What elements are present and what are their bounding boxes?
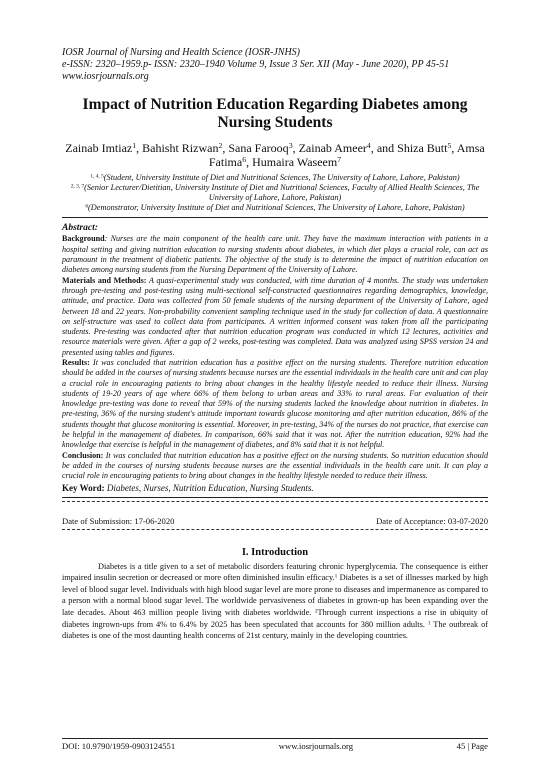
- abstract-heading: Abstract:: [62, 223, 98, 234]
- affiliation-item: [62, 203, 488, 213]
- author-name: Shiza Butt: [397, 140, 448, 155]
- author-name: Amsa Fatima: [208, 140, 485, 170]
- abstract-text: It was concluded that nutrition education has a positive effect on the nursing students. So nutrition education should be added in the courses of nursing students because nurses are the essential individuals in the health care unit. It can play a crucial role in encouraging patients to bring about changes in the healthy lifestyle needed to reduce their illness.: [62, 450, 488, 481]
- author-sup: 5: [447, 140, 452, 150]
- abstract-label: Results:: [62, 357, 90, 367]
- affiliation-text: (Senior Lecturer/Dietitian, University Institute of Diet and Nutritional Sciences, Faculty of Allied Health Sciences, The University of Lahore, Lahore, Pakistan): [84, 182, 480, 203]
- author-name: Zainab Ameer: [298, 140, 367, 155]
- journal-header: [62, 0, 488, 84]
- author-sup: 1: [132, 140, 137, 150]
- citation-sup: 1: [334, 573, 338, 580]
- affiliation-item: [62, 183, 488, 203]
- footer-page: 45 | Page: [456, 741, 488, 751]
- abstract-label: Materials and Methods:: [62, 275, 147, 285]
- introduction-paragraph: [62, 561, 488, 642]
- author-name: Sana Farooq: [228, 140, 289, 155]
- author-sep: ,: [451, 140, 457, 155]
- intro-text: Diabetes is a title given to a set of metabolic disorders featuring chronic hyperglycemia. The consequence is either impaired insulin secretion or decreased or more often diminished insulin efficacy.: [62, 561, 488, 583]
- abstract-conclusion: [62, 451, 488, 482]
- affiliation-text: (Student, University Institute of Diet and Nutritional Sciences, The University of Lahore, Lahore, Pakistan): [103, 172, 460, 182]
- author-sup: 4: [366, 140, 371, 150]
- dates-row: [62, 516, 488, 529]
- author-name: Zainab Imtiaz: [65, 140, 133, 155]
- intro-text: The outbreak of diabetes is one of the most daunting health concerns of 21st century, mainly in the developing countries.: [62, 619, 488, 641]
- keywords: [62, 483, 488, 494]
- abstract-label: Background: [62, 234, 105, 244]
- author-sup: 7: [337, 155, 342, 165]
- abstract-bottom-rule: [62, 497, 488, 498]
- abstract-text: : Nurses are the main component of the health care unit. They have the maximum interaction with patients in a hospital setting and giving nutrition education to nursing students about diabetes, in which diet plays a crucial role, can act as paramount in the treatment of diabetic patients. The objective of the study is to determine the impact of nutrition education on diabetes among nursing students from the Nursing Department of the University of Lahore.: [62, 234, 488, 275]
- author-list: [62, 141, 488, 170]
- footer-row: [62, 739, 488, 752]
- intro-text: Through current inspections a rise in ubiquity of diabetes ingrown-ups from 4% to 6.4% by 2025 has been speculated that accounts for 380 million adults.: [62, 607, 488, 629]
- author-sep: ,: [246, 155, 253, 170]
- keywords-label: Key Word:: [62, 482, 105, 493]
- footer-site[interactable]: www.iosrjournals.org: [278, 741, 354, 751]
- abstract-top-rule: [62, 217, 488, 218]
- submission-date: Date of Submission: 17-06-2020: [62, 515, 175, 526]
- author-sep: , and: [370, 140, 398, 155]
- affiliation-sup: 2, 3, 7: [70, 183, 85, 190]
- introduction-heading: I. Introduction: [241, 546, 309, 558]
- abstract-text: A quasi-experimental study was conducted, with time duration of 4 months. The study was undertaken through pre-testing and post-testing using multi-sectional self-constructed questionnaires regarding demographics, knowledge, attitude, and practice. Data was collected from 50 female students of the nursing department of the University of Lahore, aged between 18 and 22 years. Non-probability convenient sampling technique used in the study for collection of data. A questionnaire on self-structure was used to collect data from participants. A written informed consent was taken from all the participating students. Pre-testing was conducted after that nutrition education program was conducted in which 12 lectures, activities and resource materials were given. After a gap of 2 weeks, post-testing was completed. Data was analyzed using SPSS version 24 and presented using tables and figures.: [62, 275, 488, 357]
- abstract-results: [62, 358, 488, 451]
- author-name: Bahisht Rizwan: [142, 140, 219, 155]
- dashed-divider: [62, 529, 488, 530]
- paper-title: Impact of Nutrition Education Regarding Diabetes among Nursing Students: [82, 95, 468, 132]
- journal-issn: e-ISSN: 2320–1959.p- ISSN: 2320–1940 Volume 9, Issue 3 Ser. XII (May - June 2020), PP 45-51: [62, 59, 450, 71]
- abstract-text: It was concluded that nutrition education has a positive effect on the nursing students. Therefore nutrition education should be added in the courses of nursing students because nurses are the essential individuals in the health care unit and can play a crucial role in encouraging patients to bring about changes in the healthy lifestyle needed to reduce their illness. Nursing students of 19-20 years of age where 66% of them belong to urban areas and 33% to rural areas. For evaluation of their knowledge pre-testing was done to reveal that 59% of the nursing students lacked the knowledge about nutrition in diabetes. In pre-testing, 36% of the nursing student's attitude important towards glucose monitoring and after nutrition education, 86% of the students thought that glucose monitoring is essential. Moreover, in pre-testing, 34% of the nurses do not practice, that exercise can be helpful in the management of diabetes. In comparison, 66% said that it was not. After the nutrition education, 92% had the knowledge that exercise is helpful in the management of diabetes, and 8% said that it is not helpful.: [62, 357, 488, 450]
- journal-website[interactable]: www.iosrjournals.org: [62, 71, 149, 83]
- affiliation-item: [62, 173, 488, 183]
- affiliation-text: (Demonstrator, University Institute of Diet and Nutritional Sciences, The University of Lahore, Lahore, Pakistan): [88, 203, 465, 213]
- page-footer: [62, 738, 488, 752]
- abstract-methods: [62, 276, 488, 358]
- abstract-label: Conclusion:: [62, 450, 104, 460]
- footer-doi[interactable]: DOI: 10.9790/1959-0903124551: [62, 741, 176, 751]
- acceptance-date: Date of Acceptance: 03-07-2020: [376, 515, 488, 526]
- affiliation-sup: 1, 4, 5: [90, 172, 104, 179]
- dashed-divider: [62, 501, 488, 502]
- intro-text: Diabetes is a set of illnesses marked by high level of blood sugar level. Individuals with high blood sugar level are more prone to diseases and impermanence as compared to a person with a normal blood sugar level. The worldwide pervasiveness of diabetes in grown-up has been expanding over the late decades. About 463 million people living with diabetes worldwide.: [62, 573, 489, 617]
- citation-sup: 2: [314, 608, 318, 615]
- author-sup: 2: [218, 140, 223, 150]
- author-sep: ,: [292, 140, 299, 155]
- author-sep: ,: [136, 140, 143, 155]
- keywords-text: Diabetes, Nurses, Nutrition Education, Nursing Students.: [104, 482, 314, 493]
- abstract-background: [62, 234, 488, 275]
- affiliations: [62, 173, 488, 214]
- author-name: Humaira Waseem: [252, 155, 338, 170]
- author-sup: 6: [242, 155, 247, 165]
- affiliation-sup: 6: [85, 203, 89, 210]
- journal-name: IOSR Journal of Nursing and Health Science (IOSR-JNHS): [62, 47, 301, 58]
- citation-sup: 1: [427, 619, 431, 626]
- author-sep: ,: [222, 140, 229, 155]
- author-sup: 3: [288, 140, 293, 150]
